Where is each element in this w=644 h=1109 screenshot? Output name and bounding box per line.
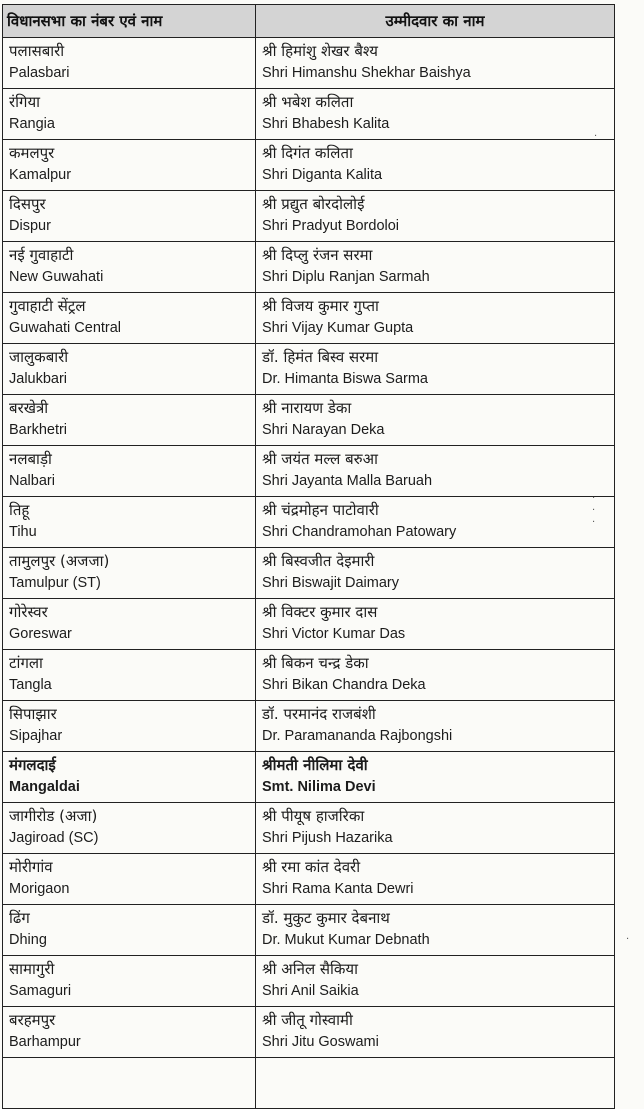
constituency-name-english: Dhing [9, 932, 47, 948]
candidate-cell [256, 650, 615, 701]
table-row [3, 395, 615, 446]
candidate-name-english: Shri Biswajit Daimary [262, 575, 399, 591]
candidate-name-hindi: श्री चंद्रमोहन पाटोवारी [262, 501, 379, 519]
header-candidate: उम्मीदवार का नाम [256, 5, 615, 38]
candidate-cell [256, 140, 615, 191]
candidate-name-english: Shri Diganta Kalita [262, 167, 383, 183]
candidate-name-english: Shri Jitu Goswami [262, 1034, 379, 1050]
scan-speck: · [594, 131, 598, 142]
constituency-cell [3, 752, 256, 803]
candidate-name-hindi: श्री दिगंत कलिता [262, 144, 353, 162]
constituency-cell [3, 803, 256, 854]
candidate-cell [256, 293, 615, 344]
candidate-cell [256, 395, 615, 446]
constituency-cell [3, 446, 256, 497]
constituency-cell [3, 89, 256, 140]
table-body [3, 38, 615, 1109]
table-row [3, 650, 615, 701]
constituency-name-hindi: पलासबारी [9, 42, 65, 60]
table-row [3, 1058, 615, 1109]
constituency-name-hindi: कमलपुर [9, 144, 55, 162]
table-row [3, 344, 615, 395]
candidate-cell [256, 497, 615, 548]
candidate-name-hindi: श्री प्रद्युत बोरदोलोई [262, 195, 365, 213]
candidate-name-english: Shri Pradyut Bordoloi [262, 218, 400, 234]
candidate-name-english: Shri Narayan Deka [262, 422, 385, 438]
candidate-name-english: Shri Rama Kanta Dewri [262, 881, 414, 897]
constituency-name-english: Samaguri [9, 983, 72, 999]
constituency-cell [3, 38, 256, 89]
constituency-name-hindi: बरहमपुर [9, 1011, 56, 1029]
constituency-name-english: New Guwahati [9, 269, 104, 285]
constituency-cell [3, 497, 256, 548]
constituency-name-english: Guwahati Central [9, 320, 122, 336]
constituency-name-hindi: मंगलदाई [9, 756, 56, 774]
candidate-table [2, 4, 615, 1109]
table-row [3, 446, 615, 497]
table-row [3, 140, 615, 191]
candidate-cell [256, 38, 615, 89]
candidate-name-hindi: श्री बिस्वजीत देइमारी [262, 552, 375, 570]
constituency-name-hindi: तामुलपुर (अजजा) [9, 552, 110, 570]
candidate-name-hindi: श्री भबेश कलिता [262, 93, 354, 111]
candidate-name-hindi: श्री विजय कुमार गुप्ता [262, 297, 379, 315]
constituency-cell [3, 599, 256, 650]
constituency-name-english: Mangaldai [9, 779, 80, 795]
constituency-name-english: Goreswar [9, 626, 72, 642]
candidate-name-english: Dr. Himanta Biswa Sarma [262, 371, 428, 387]
constituency-name-english: Kamalpur [9, 167, 72, 183]
candidate-name-hindi: श्री अनिल सैकिया [262, 960, 359, 978]
candidate-cell [256, 854, 615, 905]
constituency-name-hindi: बरखेत्री [9, 399, 49, 417]
constituency-cell [3, 242, 256, 293]
candidate-name-english: Shri Jayanta Malla Baruah [262, 473, 433, 489]
candidate-name-english: Shri Pijush Hazarika [262, 830, 393, 846]
table-row [3, 242, 615, 293]
candidate-name-hindi: श्री बिकन चन्द्र डेका [262, 654, 369, 672]
table-row [3, 548, 615, 599]
constituency-name-hindi: तिहू [9, 501, 30, 519]
table-row [3, 803, 615, 854]
constituency-name-english: Tangla [9, 677, 52, 693]
candidate-name-english: Shri Bikan Chandra Deka [262, 677, 426, 693]
constituency-name-hindi: टांगला [9, 654, 43, 672]
constituency-name-hindi: नलबाड़ी [9, 450, 52, 468]
constituency-name-english: Nalbari [9, 473, 55, 489]
constituency-name-english: Tamulpur (ST) [9, 575, 101, 591]
candidate-cell [256, 599, 615, 650]
candidate-name-hindi: डॉ. मुकुट कुमार देबनाथ [262, 909, 390, 927]
constituency-cell [3, 293, 256, 344]
constituency-name-english: Jalukbari [9, 371, 68, 387]
constituency-name-english: Barkhetri [9, 422, 68, 438]
table-row [3, 956, 615, 1007]
constituency-name-hindi: जागीरोड (अजा) [9, 807, 98, 825]
constituency-cell [3, 650, 256, 701]
candidate-cell [256, 89, 615, 140]
constituency-cell [3, 1058, 256, 1109]
candidate-cell [256, 548, 615, 599]
constituency-cell [3, 395, 256, 446]
constituency-cell [3, 905, 256, 956]
constituency-name-english: Sipajhar [9, 728, 63, 744]
constituency-name-english: Rangia [9, 116, 55, 132]
candidate-name-english: Smt. Nilima Devi [262, 779, 376, 795]
scan-speck: · [592, 505, 596, 516]
candidate-cell [256, 242, 615, 293]
candidate-name-english: Shri Bhabesh Kalita [262, 116, 390, 132]
candidate-name-hindi: श्री रमा कांत देवरी [262, 858, 361, 876]
candidate-name-hindi: श्री पीयूष हाजरिका [262, 807, 365, 825]
candidate-name-hindi: श्री जयंत मल्ल बरुआ [262, 450, 378, 468]
candidate-cell [256, 344, 615, 395]
constituency-name-english: Dispur [9, 218, 51, 234]
constituency-name-english: Tihu [9, 524, 37, 540]
table-row [3, 497, 615, 548]
candidate-name-hindi: श्री दिप्लु रंजन सरमा [262, 246, 373, 264]
candidate-name-english: Dr. Mukut Kumar Debnath [262, 932, 430, 948]
candidate-name-hindi: श्री विक्टर कुमार दास [262, 603, 378, 621]
table-row [3, 38, 615, 89]
candidate-cell [256, 446, 615, 497]
header-row [3, 5, 615, 38]
candidate-name-english: Shri Anil Saikia [262, 983, 359, 999]
table-header [3, 5, 615, 38]
candidate-name-hindi: श्रीमती नीलिमा देवी [262, 756, 368, 774]
table-row [3, 701, 615, 752]
candidate-cell [256, 701, 615, 752]
candidate-cell [256, 191, 615, 242]
table-row [3, 191, 615, 242]
constituency-cell [3, 140, 256, 191]
constituency-cell [3, 956, 256, 1007]
constituency-name-hindi: नई गुवाहाटी [9, 246, 74, 264]
constituency-cell [3, 191, 256, 242]
scan-speck: · [592, 517, 596, 528]
constituency-name-hindi: ढिंग [9, 909, 30, 927]
constituency-cell [3, 1007, 256, 1058]
table-row [3, 1007, 615, 1058]
table-row [3, 599, 615, 650]
constituency-name-hindi: गुवाहाटी सेंट्रल [9, 297, 86, 315]
constituency-name-english: Barhampur [9, 1034, 81, 1050]
header-constituency: विधानसभा का नंबर एवं नाम [3, 5, 256, 38]
constituency-cell [3, 854, 256, 905]
constituency-cell [3, 548, 256, 599]
candidate-name-hindi: श्री हिमांशु शेखर बैश्य [262, 42, 378, 60]
constituency-name-english: Morigaon [9, 881, 70, 897]
table-row [3, 752, 615, 803]
candidate-cell [256, 905, 615, 956]
candidate-name-english: Shri Himanshu Shekhar Baishya [262, 65, 471, 81]
constituency-name-hindi: गोरेस्वर [9, 603, 48, 621]
scan-speck: · [626, 934, 630, 945]
candidate-name-hindi: डॉ. हिमंत बिस्व सरमा [262, 348, 379, 366]
table-row [3, 89, 615, 140]
table-row [3, 293, 615, 344]
constituency-cell [3, 701, 256, 752]
candidate-name-hindi: श्री जीतू गोस्वामी [262, 1011, 353, 1029]
constituency-name-english: Palasbari [9, 65, 70, 81]
candidate-cell [256, 752, 615, 803]
constituency-name-hindi: मोरीगांव [9, 858, 53, 876]
candidate-cell [256, 1058, 615, 1109]
candidate-cell [256, 956, 615, 1007]
table-row [3, 905, 615, 956]
candidate-name-english: Dr. Paramananda Rajbongshi [262, 728, 453, 744]
candidate-name-hindi: डॉ. परमानंद राजबंशी [262, 705, 376, 723]
constituency-name-hindi: सामागुरी [9, 960, 55, 978]
constituency-name-hindi: रंगिया [9, 93, 41, 111]
constituency-cell [3, 344, 256, 395]
table-row [3, 854, 615, 905]
candidate-name-english: Shri Diplu Ranjan Sarmah [262, 269, 430, 285]
candidate-name-hindi: श्री नारायण डेका [262, 399, 352, 417]
constituency-name-hindi: सिपाझार [9, 705, 57, 723]
constituency-name-hindi: जालुकबारी [9, 348, 69, 366]
constituency-name-english: Jagiroad (SC) [9, 830, 99, 846]
candidate-cell [256, 1007, 615, 1058]
candidate-name-english: Shri Vijay Kumar Gupta [262, 320, 414, 336]
candidate-name-english: Shri Chandramohan Patowary [262, 524, 457, 540]
constituency-name-hindi: दिसपुर [9, 195, 46, 213]
scan-speck: · [592, 493, 596, 504]
candidate-cell [256, 803, 615, 854]
candidate-name-english: Shri Victor Kumar Das [262, 626, 406, 642]
